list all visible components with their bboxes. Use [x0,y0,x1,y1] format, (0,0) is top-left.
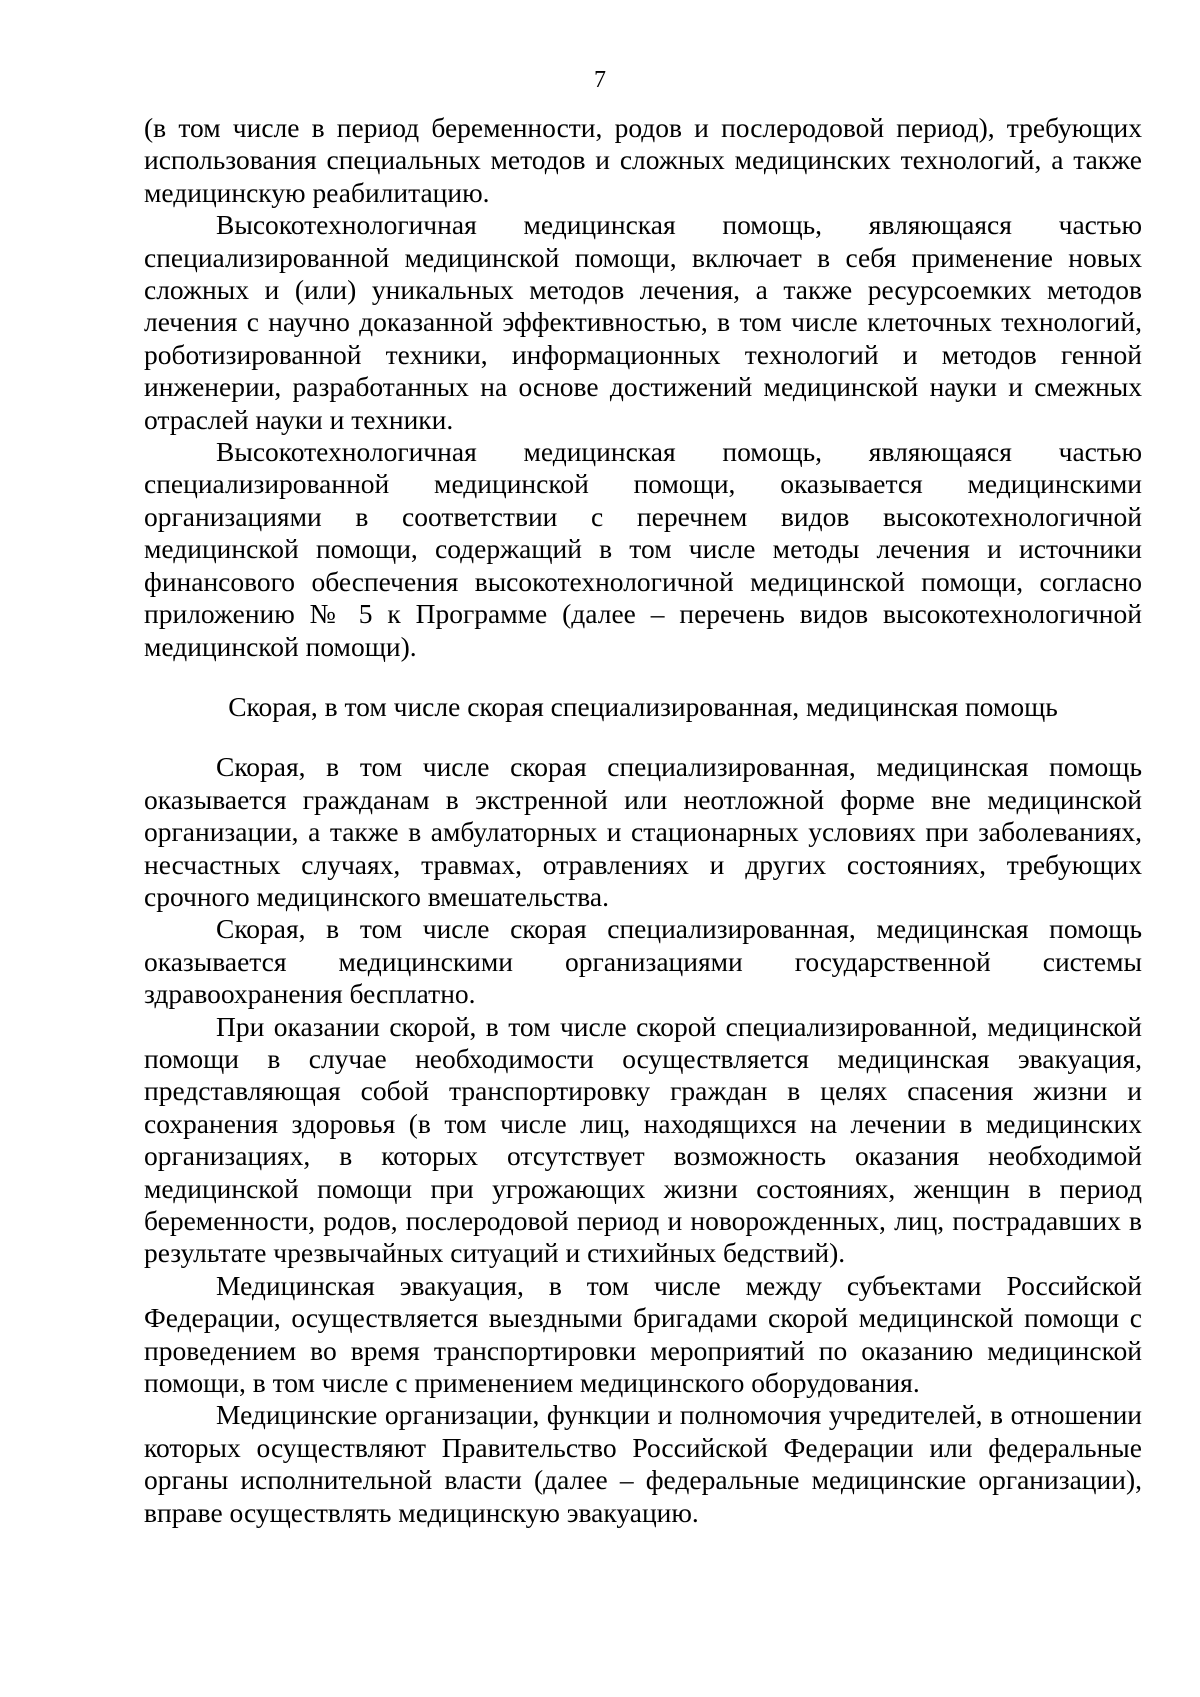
paragraph: Медицинская эвакуация, в том числе между субъектами Российской Федерации, осуществляется выездными бригадами скорой медицинской помощи с проведением во время транспортировки мероприятий по оказанию медицинской помощи, в том числе с применением медицинского оборудования. [144,1269,1142,1399]
paragraph: Медицинские организации, функции и полномочия учредителей, в отношении которых осуществляют Правительство Российской Федерации или федеральные органы исполнительной власти (далее – федеральные медицинские организации), вправе осуществлять медицинскую эвакуацию. [144,1399,1142,1528]
paragraph: При оказании скорой, в том числе скорой специализированной, медицинской помощи в случае необходимости осуществляется медицинская эвакуация, представляющая собой транспортировку граждан в целях спасения жизни и сохранения здоровья (в том числе лиц, находящихся на лечении в медицинских организациях, в которых отсутствует возможность оказания необходимой медицинской помощи при угрожающих жизни состояниях, женщин в период беременности, родов, послеродовой период и новорожденных, лиц, пострадавших в результате чрезвычайных ситуаций и стихийных бедствий). [144,1010,1142,1269]
paragraph: Скорая, в том числе скорая специализированная, медицинская помощь оказывается гражданам в экстренной или неотложной форме вне медицинской организации, а также в амбулаторных и стационарных условиях при заболеваниях, несчастных случаях, травмах, отравлениях и других состояниях, требующих срочного медицинского вмешательства. [144,751,1142,912]
paragraph: Высокотехнологичная медицинская помощь, являющаяся частью специализированной медицинской помощи, включает в себя применение новых сложных и (или) уникальных методов лечения, а также ресурсоемких методов лечения с научно доказанной эффективностью, в том числе клеточных технологий, роботизированной техники, информационных технологий и методов генной инженерии, разработанных на основе достижений медицинской науки и смежных отраслей науки и техники. [144,209,1142,435]
page-number: 7 [594,67,606,93]
section-heading: Скорая, в том числе скорая специализированная, медицинская помощь [228,690,1058,722]
continuation-paragraph: (в том числе в период беременности, родов и послеродовой период), требующих использования специальных методов и сложных медицинских технологий, а также медицинскую реабилитацию. [144,112,1142,208]
paragraph: Скорая, в том числе скорая специализированная, медицинская помощь оказывается медицинскими организациями государственной системы здравоохранения бесплатно. [144,913,1142,1010]
paragraph: Высокотехнологичная медицинская помощь, являющаяся частью специализированной медицинской помощи, оказывается медицинскими организациями в соответствии с перечнем видов высокотехнологичной медицинской помощи, содержащий в том числе методы лечения и источники финансового обеспечения высокотехнологичной медицинской помощи, согласно приложению № 5 к Программе (далее – перечень видов высокотехнологичной медицинской помощи). [144,436,1142,662]
document-body [144,112,1142,1529]
